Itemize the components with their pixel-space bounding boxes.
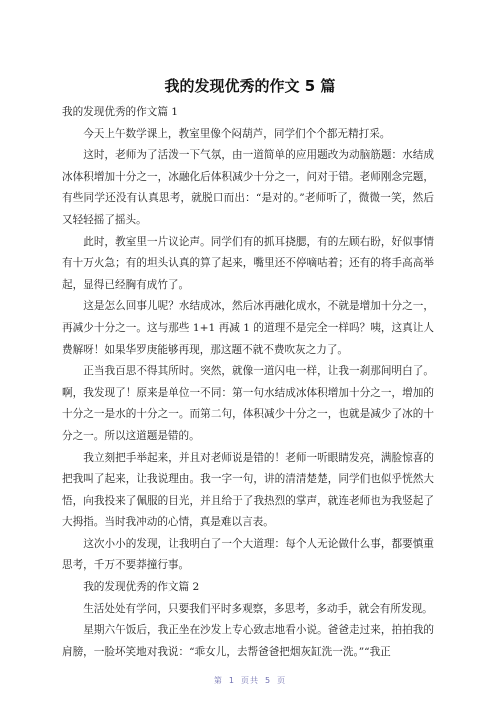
paragraph: 这是怎么回事儿呢？水结成冰，然后冰再融化成水，不就是增加十分之一，再减少十分之一。这与那些 1+1 再减 1 的道理不是完全一样吗？咦，这真让人费解呀！如果华罗庚能够再现，那这题不就不费吹灰之力了。 xyxy=(62,300,434,356)
footer-total-pages: 5 xyxy=(265,676,272,685)
document-title: 我的发现优秀的作文 5 篇 xyxy=(164,77,336,95)
section-heading-1: 我的发现优秀的作文篇 1 xyxy=(62,106,179,118)
section-heading-2: 我的发现优秀的作文篇 2 xyxy=(83,581,200,594)
paragraph: 今天上午数学课上，教室里像个闷葫芦，同学们个个都无精打采。 xyxy=(83,127,391,140)
paragraph: 这次小小的发现，让我明白了一个大道理：每个人无论做什么事，都要慎重思考，千万不要莽撞行事。 xyxy=(62,537,434,572)
paragraph: 正当我百思不得其所时。突然，就像一道闪电一样，让我一刹那间明白了。啊，我发现了！原来是单位一不同：第一句水结成冰体积增加十分之一，增加的十分之一是水的十分之一。而第二句，体积减少十分之一，也就是减少了冰的十分之一。所以这道题是错的。 xyxy=(62,365,434,442)
footer-label-ye: 页共 xyxy=(241,676,259,685)
paragraph: 我立刻把手举起来，并且对老师说是错的！老师一听眼睛发亮，满脸惊喜的把我叫了起来，让我说理由。我一字一句，讲的清清楚楚，同学们也似乎恍然大悟，向我投来了佩服的目光，并且给于了我热烈的掌声，就连老师也为我竖起了大拇指。当时我冲动的心情，真是难以言表。 xyxy=(62,451,434,529)
footer-label-end: 页 xyxy=(277,676,287,685)
footer-label-di: 第 xyxy=(213,676,223,685)
paragraph: 这时，老师为了活泼一下气氛，由一道简单的应用题改为动脑筋题：水结成冰体积增加十分之一，冰融化后体积减少十分之一，问对于错。老师刚念完题，有些同学还没有认真思考，就脱口而出：“是对的。”老师听了，微微一笑，然后又轻轻摇了摇头。 xyxy=(62,149,434,226)
page-footer xyxy=(0,675,500,686)
footer-current-page: 1 xyxy=(228,676,235,685)
paragraph: 生活处处有学问，只要我们平时多观察，多思考，多动手，就会有所发现。 xyxy=(83,602,433,615)
paragraph: 此时，教室里一片议论声。同学们有的抓耳挠腮，有的左顾右盼，好似事情有十万火急；有的坦头认真的算了起来，嘴里还不停嘀咕着；还有的将手高高举起，显得已经胸有成竹了。 xyxy=(62,235,434,291)
document-body xyxy=(62,102,434,663)
paragraph: 星期六午饭后，我正坐在沙发上专心致志地看小说。爸爸走过来，拍拍我的肩膀，一脸坏笑地对我说：“乖女儿，去帮爸爸把烟灰缸洗一洗。”“我正 xyxy=(62,624,434,658)
